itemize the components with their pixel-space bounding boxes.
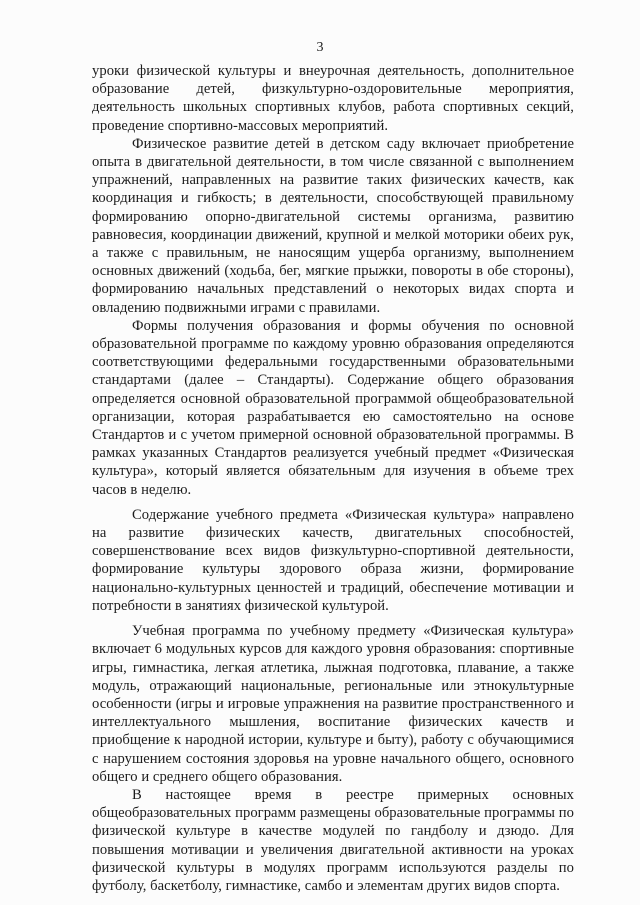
page-number: 3 <box>316 40 324 55</box>
paragraph-education-forms: Формы получения образования и формы обучения по основной образовательной программе по каждому уровню образования определяются соответствующими федеральными государственными образовательными стандартами (далее – Стандарты). Содержание общего образования определяется основной образовательной программой общеобразовательной организации, которая разрабатывается ею самостоятельно на основе Стандартов и с учетом примерной основной образовательной программы. В рамках указанных Стандартов реализуется учебный предмет «Физическая культура», который является обязательным для изучения в объеме трех часов в неделю. <box>92 317 574 498</box>
paragraph-continuation: уроки физической культуры и внеурочная деятельность, дополнительное образование детей, физкультурно-оздоровительные мероприятия, деятельность школьных спортивных клубов, работа спортивных секций, проведение спортивно-массовых мероприятий. <box>92 63 574 134</box>
document-body <box>92 62 574 895</box>
paragraph-registry: В настоящее время в реестре примерных основных общеобразовательных программ размещены образовательные программы по физической культуре в качестве модулей по гандболу и дзюдо. Для повышения мотивации и увеличения двигательной активности на уроках физической культуры в модулях программ используются разделы по футболу, баскетболу, гимнастике, самбо и элементам других видов спорта. <box>92 786 574 894</box>
paragraph-subject-content: Содержание учебного предмета «Физическая культура» направлено на развитие физических качеств, двигательных способностей, совершенствование всех видов физкультурно-спортивной деятельности, формирование культуры здорового образа жизни, формирование национально-культурных ценностей и традиций, обеспечение мотивации и потребности в занятиях физической культурой. <box>92 506 574 614</box>
paragraph-kindergarten: Физическое развитие детей в детском саду включает приобретение опыта в двигательной деятельности, в том числе связанной с выполнением упражнений, направленных на развитие таких физических качеств, как координация и гибкость; в деятельности, способствующей правильному формированию опорно-двигательной системы организма, развитию равновесия, координации движений, крупной и мелкой моторики обеих рук, а также с правильным, не наносящим ущерба организму, выполнением основных движений (ходьба, бег, мягкие прыжки, повороты в обе стороны), формированию начальных представлений о некоторых видах спорта и овладению подвижными играми с правилами. <box>92 135 574 316</box>
paragraph-curriculum-modules: Учебная программа по учебному предмету «Физическая культура» включает 6 модульных курсов для каждого уровня образования: спортивные игры, гимнастика, легкая атлетика, лыжная подготовка, плавание, а также модуль, отражающий национальные, региональные или этнокультурные особенности (игры и игровые упражнения на развитие пространственного и интеллектуального мышления, воспитание физических качеств и приобщение к народной истории, культуре и быту), работу с обучающимися с нарушением состояния здоровья на уровне начального общего, основного общего и среднего общего образования. <box>92 623 574 785</box>
